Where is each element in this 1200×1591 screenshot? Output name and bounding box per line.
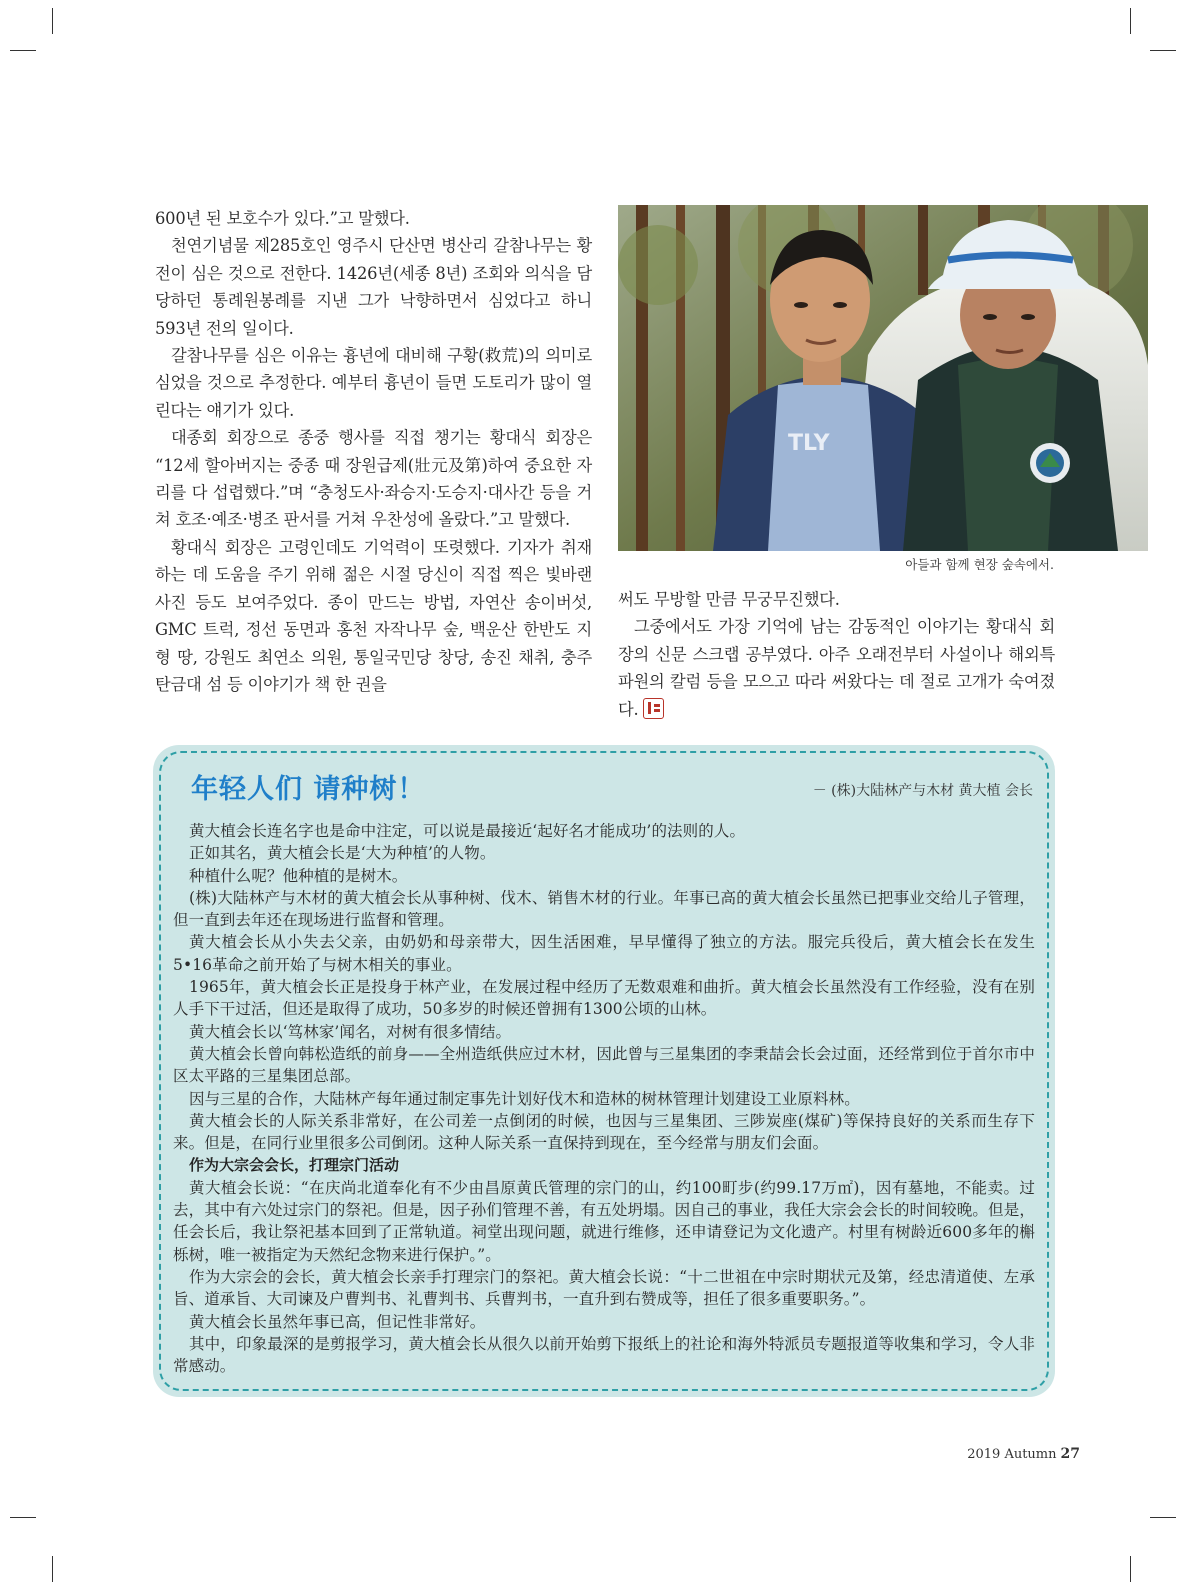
crop-mark xyxy=(52,1556,53,1582)
box-paragraph: 黄大植会长虽然年事已高，但记性非常好。 xyxy=(189,1312,486,1331)
page-footer xyxy=(967,1446,1080,1462)
box-attribution: － (株)大陆林产与木材 黄大植 会长 xyxy=(812,783,1033,799)
box-body xyxy=(173,820,1035,1377)
crop-mark xyxy=(10,1517,36,1518)
red-seal-icon xyxy=(643,698,664,719)
box-paragraph: 黄大植会长的人际关系非常好，在公司差一点倒闭的时候，也因与三星集团、三陟炭座(煤矿)等保持良好的关系而生存下来。但是，在同行业里很多公司倒闭。这种人际关系一直保持到现在，至今经常与朋友们会面。 xyxy=(173,1111,1035,1153)
right-text-column xyxy=(618,586,1055,723)
forest-portrait-photo xyxy=(618,205,1148,551)
paragraph: 써도 무방할 만큼 무궁무진했다. xyxy=(618,590,840,609)
photo-caption: 아들과 함께 현장 숲속에서. xyxy=(905,557,1054,572)
paragraph: 대종회 회장으로 종중 행사를 직접 챙기는 황대식 회장은 “12세 할아버지는 중종 때 장원급제(壯元及第)하여 중요한 자리를 다 섭렵했다.”며 “충청도사·좌승지·도승지·대사간 등을 거쳐 호조·예조·병조 판서를 거쳐 우찬성에 올랐다.”고 말했다. xyxy=(155,428,592,530)
issue-label: 2019 Autumn xyxy=(967,1447,1057,1462)
box-paragraph: 黄大植会长曾向韩松造纸的前身——全州造纸供应过木材，因此曾与三星集团的李秉喆会长会过面，还经常到位于首尔市中区太平路的三星集团总部。 xyxy=(173,1044,1035,1086)
box-title: 年轻人们 请种树！ xyxy=(191,774,426,805)
box-paragraph: 黄大植会长从小失去父亲，由奶奶和母亲带大，因生活困难，早早懂得了独立的方法。服完兵役后，黄大植会长在发生5•16革命之前开始了与树木相关的事业。 xyxy=(173,933,1035,974)
box-paragraph: 作为大宗会的会长，黄大植会长亲手打理宗门的祭祀。黄大植会长说：“十二世祖在中宗时期状元及第，经忠清道使、左承旨、道承旨、大司谏及户曹判书、礼曹判书、兵曹判书，一直升到右赞成等，担任了很多重要职务。”。 xyxy=(173,1267,1035,1309)
crop-mark xyxy=(1130,8,1131,34)
box-paragraph: 其中，印象最深的是剪报学习，黄大植会长从很久以前开始剪下报纸上的社论和海外特派员专题报道等收集和学习，令人非常感动。 xyxy=(173,1334,1035,1376)
page-number: 27 xyxy=(1060,1446,1080,1462)
box-paragraph: 正如其名，黄大植会长是‘大为种植’的人物。 xyxy=(189,844,496,863)
crop-mark xyxy=(52,8,53,34)
left-text-column xyxy=(155,205,592,698)
paragraph: 천연기념물 제285호인 영주시 단산면 병산리 갈참나무는 황전이 심은 것으로 전한다. 1426년(세종 8년) 조회와 의식을 담당하던 통례원봉례를 지낸 그가 낙향하면서 심었다고 하니 593년 전의 일이다. xyxy=(155,236,592,338)
paragraph: 황대식 회장은 고령인데도 기억력이 또렷했다. 기자가 취재하는 데 도움을 주기 위해 젊은 시절 당신이 직접 찍은 빛바랜 사진 등도 보여주었다. 종이 만드는 방법, 자연산 송이버섯, GMC 트럭, 정선 동면과 홍천 자작나무 숲, 백운산 한반도 지형 땅, 강원도 최연소 의원, 통일국민당 창당, 송진 채취, 충주 탄금대 섬 등 이야기가 책 한 권을 xyxy=(155,537,592,694)
photo-illustration xyxy=(618,205,1148,551)
crop-mark xyxy=(1130,1556,1131,1582)
chinese-summary-box xyxy=(153,745,1055,1397)
box-paragraph: 1965年，黄大植会长正是投身于林产业，在发展过程中经历了无数艰难和曲折。黄大植会长虽然没有工作经验，没有在别人手下干过活，但还是取得了成功，50多岁的时候还曾拥有1300公顷的山林。 xyxy=(173,978,1035,1019)
paragraph: 600년 된 보호수가 있다.”고 말했다. xyxy=(155,209,410,228)
crop-mark xyxy=(1150,50,1176,51)
box-paragraph: 黄大植会长说：“在庆尚北道奉化有不少由昌原黄氏管理的宗门的山，约100町步(约99.17万㎡)，因有墓地，不能卖。过去，其中有六处过宗门的祭祀。但是，因子孙们管理不善，有五处坍塌。因自己的事业，我任大宗会会长的时间较晚。但是，任会长后，我让祭祀基本回到了正常轨道。祠堂出现问题，就进行维修，还申请登记为文化遗产。村里有树龄近600多年的槲栎树，唯一被指定为天然纪念物来进行保护。”。 xyxy=(173,1178,1035,1264)
box-paragraph: 因与三星的合作，大陆林产每年通过制定事先计划好伐木和造林的树林管理计划建设工业原料林。 xyxy=(189,1089,860,1108)
box-paragraph: 黄大植会长以‘笃林家’闻名，对树有很多情结。 xyxy=(189,1022,512,1041)
paragraph: 갈참나무를 심은 이유는 흉년에 대비해 구황(救荒)의 의미로 심었을 것으로 추정한다. 예부터 흉년이 들면 도토리가 많이 열린다는 얘기가 있다. xyxy=(155,346,592,420)
crop-mark xyxy=(1150,1517,1176,1518)
crop-mark xyxy=(10,50,36,51)
paragraph xyxy=(618,613,1055,723)
svg-text:TLY: TLY xyxy=(788,431,830,456)
box-paragraph: 黄大植会长连名字也是命中注定，可以说是最接近‘起好名才能成功’的法则的人。 xyxy=(189,822,746,840)
box-paragraph: (株)大陆林产与木材的黄大植会长从事种树、伐木、销售木材的行业。年事已高的黄大植会长虽然已把事业交给儿子管理，但一直到去年还在现场进行监督和管理。 xyxy=(173,888,1035,930)
box-subheading: 作为大宗会会长，打理宗门活动 xyxy=(189,1156,400,1175)
paragraph-text: 그중에서도 가장 기억에 남는 감동적인 이야기는 황대식 회장의 신문 스크랩 공부였다. 아주 오래전부터 사설이나 해외특파원의 칼럼 등을 모으고 따라 써왔다는 데 절로 고개가 숙여졌다. xyxy=(618,617,1055,719)
box-paragraph: 种植什么呢？他种植的是树木。 xyxy=(189,866,408,885)
